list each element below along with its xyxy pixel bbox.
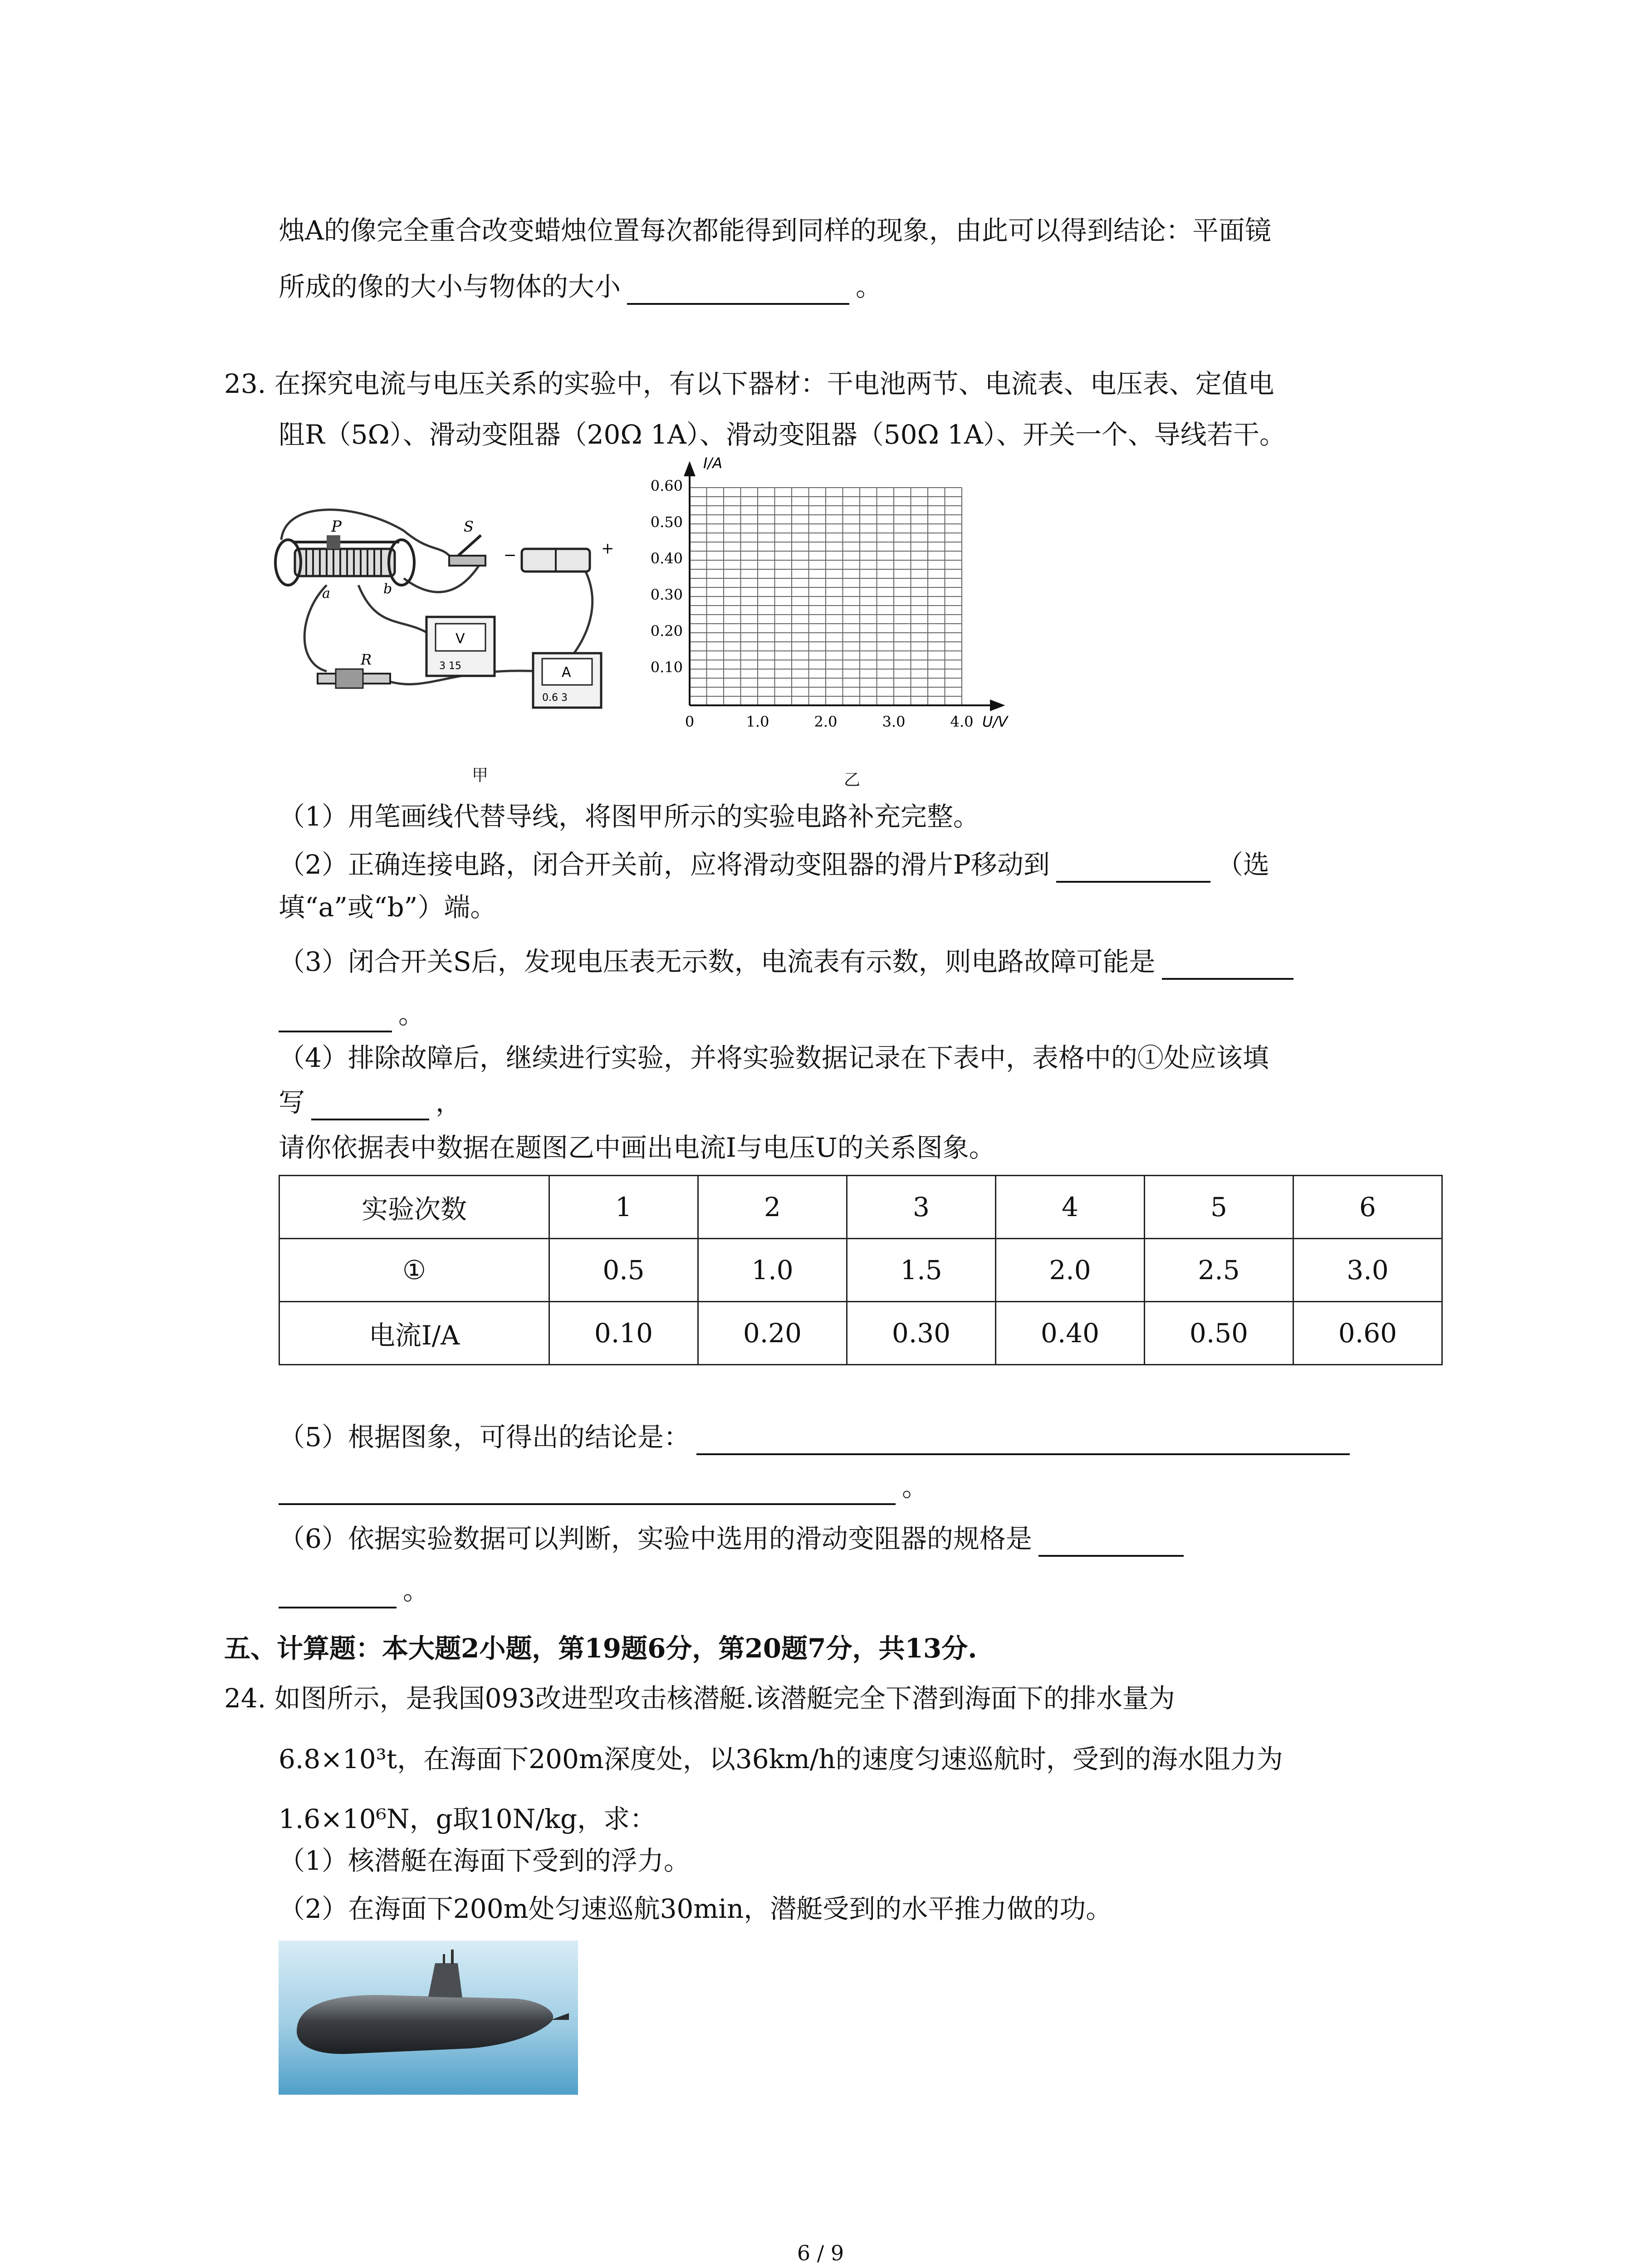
table-cell: 0.5 xyxy=(549,1239,698,1302)
q23-s6-end: 。 xyxy=(403,1575,430,1606)
q23-line2: 阻R（5Ω）、滑动变阻器（20Ω 1A）、滑动变阻器（50Ω 1A）、开关一个、导线若干。 xyxy=(279,419,1286,450)
ytick: 0.10 xyxy=(650,659,683,676)
rheostat xyxy=(275,535,414,585)
label-minus: − xyxy=(504,546,517,564)
switch xyxy=(449,535,485,566)
ytick: 0.20 xyxy=(650,622,683,640)
ytick: 0.40 xyxy=(650,550,683,567)
wire-to-switch xyxy=(404,531,451,558)
table-cell: 0.60 xyxy=(1293,1302,1442,1365)
table-cell: 1.0 xyxy=(698,1239,847,1302)
q23-s4-line2 xyxy=(279,1084,462,1120)
table-header-cell: 实验次数 xyxy=(279,1176,549,1239)
xtick: 0 xyxy=(685,713,695,730)
ytick: 0.50 xyxy=(650,513,683,531)
q23-s5-end: 。 xyxy=(902,1471,929,1502)
table-cell: 1 xyxy=(549,1176,698,1239)
table-header-cell: 电流I/A xyxy=(279,1302,549,1365)
table-header-cell: ① xyxy=(279,1239,549,1302)
graph-xlabel: U/V xyxy=(982,713,1008,730)
label-a: a xyxy=(322,586,330,601)
q23-s4-line3: 请你依据表中数据在题图乙中画出电流I与电压U的关系图象。 xyxy=(279,1132,995,1163)
q23-s5-line1 xyxy=(279,1419,1356,1455)
table-cell: 0.30 xyxy=(847,1302,996,1365)
label-b: b xyxy=(383,581,392,597)
wire-rheostat-top xyxy=(281,510,404,540)
q23-s4-tail: ， xyxy=(436,1087,462,1118)
q23-s3-end: 。 xyxy=(398,999,425,1030)
data-table xyxy=(279,1175,1443,1365)
table-row xyxy=(279,1176,1442,1239)
battery xyxy=(522,549,590,572)
q23-s6-answer-blank-2[interactable] xyxy=(279,1579,397,1608)
table-cell: 0.10 xyxy=(549,1302,698,1365)
q23-s2-tail: （选 xyxy=(1216,849,1269,880)
q23-s4-line1: （4）排除故障后，继续进行实验，并将实验数据记录在下表中，表格中的①处应该填 xyxy=(279,1042,1269,1073)
q23-s2-line2: 填“a”或“b”）端。 xyxy=(279,892,497,923)
xtick: 4.0 xyxy=(950,713,974,730)
q23-s6-answer-blank-1[interactable] xyxy=(1038,1527,1184,1557)
table-cell: 2.5 xyxy=(1145,1239,1293,1302)
table-row xyxy=(279,1239,1442,1302)
q22-answer-blank[interactable] xyxy=(627,275,849,305)
table-cell: 0.40 xyxy=(996,1302,1145,1365)
q23-s5-text: （5）根据图象，可得出的结论是： xyxy=(279,1422,690,1452)
xtick: 1.0 xyxy=(746,713,769,730)
voltmeter-scale: 3 15 xyxy=(439,660,461,672)
q22-line2 xyxy=(279,269,882,305)
q24-line1: 24. 如图所示，是我国093改进型攻击核潜艇.该潜艇完全下潜到海面下的排水量为 xyxy=(224,1683,1175,1714)
ammeter-scale: 0.6 3 xyxy=(542,692,568,704)
table-cell: 2 xyxy=(698,1176,847,1239)
q23-s3-line1 xyxy=(279,943,1300,980)
q23-s3-text: （3）闭合开关S后，发现电压表无示数，电流表有示数，则电路故障可能是 xyxy=(279,946,1156,977)
table-row xyxy=(279,1302,1442,1365)
page-number: 6 / 9 xyxy=(797,2241,844,2265)
q23-s3-answer-blank-2[interactable] xyxy=(279,1002,392,1032)
q22-line1: 烛A的像完全重合改变蜡烛位置每次都能得到同样的现象，由此可以得到结论：平面镜 xyxy=(279,215,1271,246)
table-cell: 0.50 xyxy=(1145,1302,1293,1365)
table-cell: 5 xyxy=(1145,1176,1293,1239)
xtick: 3.0 xyxy=(882,713,906,730)
q23-line1: 23. 在探究电流与电压关系的实验中，有以下器材：干电池两节、电流表、电压表、定值电 xyxy=(224,368,1274,399)
q23-s1: （1）用笔画线代替导线，将图甲所示的实验电路补充完整。 xyxy=(279,801,980,832)
table-cell: 3 xyxy=(847,1176,996,1239)
q24-s2: （2）在海面下200m处匀速巡航30min，潜艇受到的水平推力做的功。 xyxy=(279,1893,1112,1924)
q23-s5-line2 xyxy=(279,1469,928,1505)
q23-s5-answer-blank-2[interactable] xyxy=(279,1475,896,1505)
xtick: 2.0 xyxy=(814,713,838,730)
x-axis-arrow xyxy=(991,701,1003,710)
caption-jia: 甲 xyxy=(472,766,489,785)
q24-s1: （1）核潜艇在海面下受到的浮力。 xyxy=(279,1845,690,1876)
table-cell: 3.0 xyxy=(1293,1239,1442,1302)
q22-line2-end: 。 xyxy=(856,271,882,302)
y-axis-arrow xyxy=(685,464,694,475)
table-cell: 0.20 xyxy=(698,1302,847,1365)
wire-battery-ammeter xyxy=(567,562,593,662)
iu-graph xyxy=(635,454,1043,735)
q22-line2-text: 所成的像的大小与物体的大小 xyxy=(279,271,621,302)
circuit-figure xyxy=(268,481,612,712)
table-cell: 2.0 xyxy=(996,1239,1145,1302)
q23-s4-text: 写 xyxy=(279,1087,305,1118)
label-a-meter: A xyxy=(562,665,571,680)
table-cell: 6 xyxy=(1293,1176,1442,1239)
label-p: P xyxy=(331,518,342,536)
q23-s3-answer-blank-1[interactable] xyxy=(1162,950,1293,980)
fixed-resistor xyxy=(318,669,390,688)
label-s: S xyxy=(464,518,474,535)
graph-ylabel: I/A xyxy=(703,455,723,472)
label-v: V xyxy=(456,631,465,647)
table-cell: 4 xyxy=(996,1176,1145,1239)
q23-s4-answer-blank[interactable] xyxy=(311,1090,429,1120)
section-5-title: 五、计算题：本大题2小题，第19题6分，第20题7分，共13分. xyxy=(224,1633,977,1664)
table-cell: 1.5 xyxy=(847,1239,996,1302)
q23-s2-text: （2）正确连接电路，闭合开关前，应将滑动变阻器的滑片P移动到 xyxy=(279,849,1050,880)
caption-yi: 乙 xyxy=(844,771,861,789)
q23-s2-answer-blank[interactable] xyxy=(1056,853,1210,883)
wire-to-voltmeter xyxy=(358,585,431,635)
label-plus: + xyxy=(601,539,614,557)
q24-line3: 1.6×10⁶N，g取10N/kg，求： xyxy=(279,1804,656,1834)
q23-s6-text: （6）依据实验数据可以判断，实验中选用的滑动变阻器的规格是 xyxy=(279,1523,1032,1554)
q23-s3-line2 xyxy=(279,996,425,1032)
label-r: R xyxy=(361,651,372,668)
ytick: 0.60 xyxy=(650,477,683,494)
ytick: 0.30 xyxy=(650,586,683,603)
q23-s6-line2 xyxy=(279,1572,429,1608)
q23-s6-line1 xyxy=(279,1520,1190,1557)
q23-s2-line1 xyxy=(279,846,1269,883)
q23-s5-answer-blank-1[interactable] xyxy=(696,1425,1350,1455)
submarine-image xyxy=(279,1941,578,2095)
q24-line2: 6.8×10³t，在海面下200m深度处，以36km/h的速度匀速巡航时，受到的海水阻力为 xyxy=(279,1744,1283,1774)
